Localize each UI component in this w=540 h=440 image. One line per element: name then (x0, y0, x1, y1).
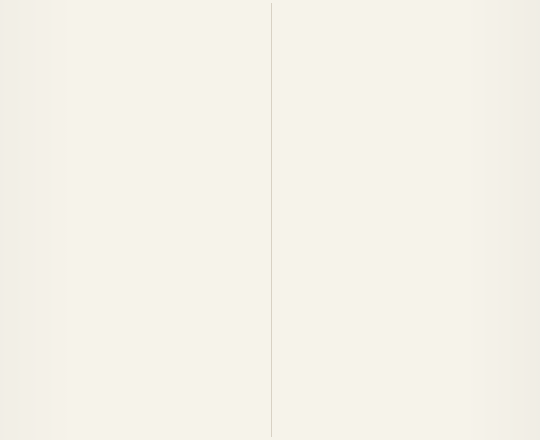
left-column (5, 3, 264, 437)
right-column (271, 3, 535, 437)
text-columns (5, 3, 535, 437)
